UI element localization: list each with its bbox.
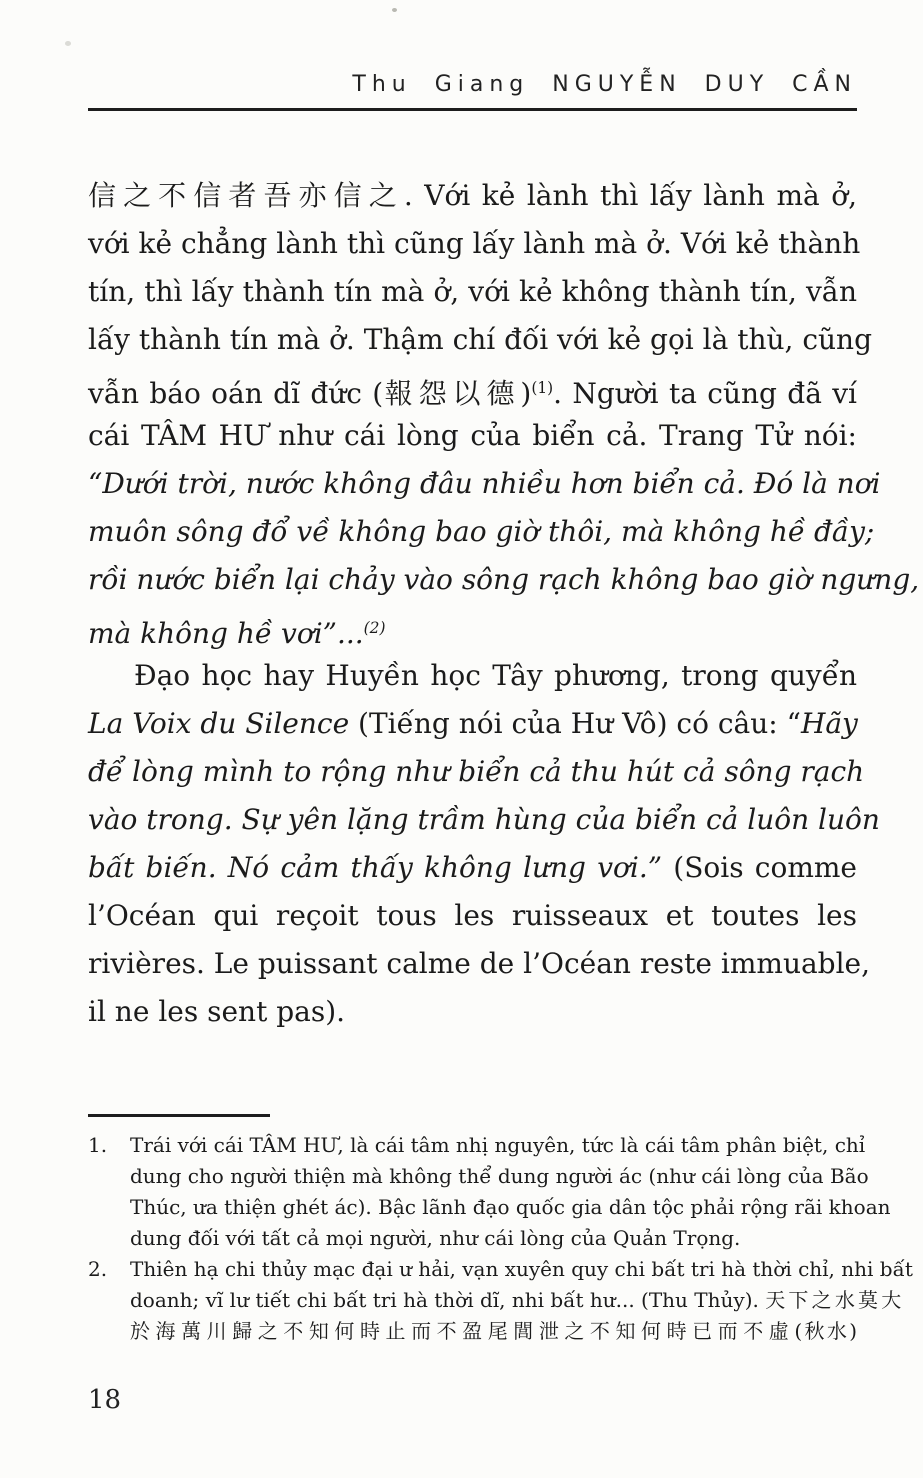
scan-speck <box>65 41 71 46</box>
text-line <box>88 364 857 412</box>
text-segment: “Dưới trời, nước không đâu nhiều hơn biển cả. Đó là nơi <box>88 467 881 500</box>
text-line <box>88 412 857 460</box>
text-segment: để lòng mình to rộng như biển cả thu hút cả sông rạch <box>88 755 865 788</box>
text-segment: rồi nước biển lại chảy vào sông rạch không bao giờ ngưng, <box>88 563 920 596</box>
text-segment: lấy thành tín mà ở. Thậm chí đối với kẻ gọi là thù, cũng <box>88 323 872 356</box>
text-segment: 信之不信者吾亦信之 <box>88 179 404 212</box>
footnote-number: 2. <box>88 1257 108 1281</box>
page-number: 18 <box>88 1385 122 1415</box>
text-line <box>88 604 857 652</box>
footnotes <box>88 1130 913 1347</box>
text-line <box>88 700 857 748</box>
text-segment: cái TÂM HƯ như cái lòng của biển cả. Trang Tử nói: <box>88 419 857 452</box>
text-line <box>88 796 880 844</box>
text-segment: Trái với cái TÂM HƯ, là cái tâm nhị nguyên, tức là cái tâm phân biệt, chỉ <box>130 1133 866 1157</box>
footnote-text <box>130 1254 913 1347</box>
text-segment: vào trong. Sự yên lặng trầm hùng của biển cả luôn luôn <box>88 803 880 836</box>
text-line <box>88 748 865 796</box>
text-segment: (2) <box>363 619 386 637</box>
text-line <box>88 652 857 700</box>
text-line <box>130 1223 857 1254</box>
text-segment: bất biến. Nó cảm thấy không lưng vơi.” <box>88 851 663 884</box>
text-line <box>88 892 857 940</box>
running-header-author: Thu Giang NGUYỄN DUY CẦN <box>352 72 857 97</box>
text-segment: mà không hề vơi”... <box>88 617 364 650</box>
text-segment: Thúc, ưa thiện ghét ác). Bậc lãnh đạo quốc gia dân tộc phải rộng rãi khoan <box>130 1195 891 1219</box>
text-line <box>130 1285 905 1316</box>
body-text <box>88 172 920 1036</box>
text-segment: dung cho người thiện mà không thể dung người ác (như cái lòng của Bão <box>130 1164 869 1188</box>
text-line <box>88 940 871 988</box>
text-segment: Đạo học hay Huyền học Tây phương, trong quyển <box>134 659 857 692</box>
text-segment: dung đối với tất cả mọi người, như cái lòng của Quản Trọng. <box>130 1226 741 1250</box>
scan-speck <box>392 8 397 12</box>
text-line <box>88 220 861 268</box>
footnote-item-1 <box>88 1130 891 1254</box>
text-segment: La Voix du Silence <box>88 707 350 740</box>
text-segment: rivières. Le puissant calme de l’Océan reste immuable, <box>88 947 871 980</box>
text-line <box>88 844 857 892</box>
text-line <box>130 1161 869 1192</box>
text-segment: Hãy <box>800 707 858 740</box>
text-segment: doanh; vĩ lư tiết chi bất tri hà thời dĩ, nhi bất hư... (Thu Thủy). <box>130 1288 766 1312</box>
text-line <box>88 508 875 556</box>
text-line <box>130 1130 866 1161</box>
footnote-number: 1. <box>88 1133 108 1157</box>
footnote-divider <box>88 1114 270 1117</box>
text-segment: 於海萬川歸之不知何時止而不盈尾閭泄之不知何時已而不虛 <box>130 1319 795 1343</box>
footnote-text <box>130 1130 891 1254</box>
text-segment: (秋水) <box>794 1319 858 1343</box>
text-segment: với kẻ chẳng lành thì cũng lấy lành mà ở. Với kẻ thành <box>88 227 861 260</box>
text-segment: (Sois comme <box>662 851 857 884</box>
text-line <box>88 268 857 316</box>
text-segment: muôn sông đổ về không bao giờ thôi, mà không hề đầy; <box>88 515 875 548</box>
text-line <box>88 316 872 364</box>
text-segment: 天下之水莫大 <box>765 1288 905 1312</box>
footnote-item-2 <box>88 1254 913 1347</box>
text-segment: . Với kẻ lành thì lấy lành mà ở, <box>403 179 857 212</box>
text-line <box>88 460 881 508</box>
text-segment: ) <box>520 377 532 410</box>
text-segment: l’Océan qui reçoit tous les ruisseaux et toutes les <box>88 899 857 932</box>
text-segment: 報怨以德 <box>383 377 521 410</box>
text-line <box>88 172 857 220</box>
text-line <box>130 1316 857 1347</box>
text-segment: Thiên hạ chi thủy mạc đại ư hải, vạn xuyên quy chi bất tri hà thời chỉ, nhi bất <box>130 1257 913 1281</box>
text-line <box>88 556 920 604</box>
body-paragraph-1 <box>88 172 920 652</box>
text-segment: vẫn báo oán dĩ đức ( <box>88 377 384 410</box>
text-segment: (Tiếng nói của Hư Vô) có câu: “ <box>349 707 801 740</box>
text-segment: . Người ta cũng đã ví <box>553 377 858 410</box>
body-paragraph-2 <box>88 652 880 1036</box>
text-segment: tín, thì lấy thành tín mà ở, với kẻ không thành tín, vẫn <box>88 275 857 308</box>
text-line <box>130 1254 913 1285</box>
header-rule <box>88 108 857 111</box>
text-segment: il ne les sent pas). <box>88 995 346 1028</box>
text-line <box>130 1192 891 1223</box>
text-line <box>88 988 857 1036</box>
text-segment: (1) <box>531 379 554 397</box>
